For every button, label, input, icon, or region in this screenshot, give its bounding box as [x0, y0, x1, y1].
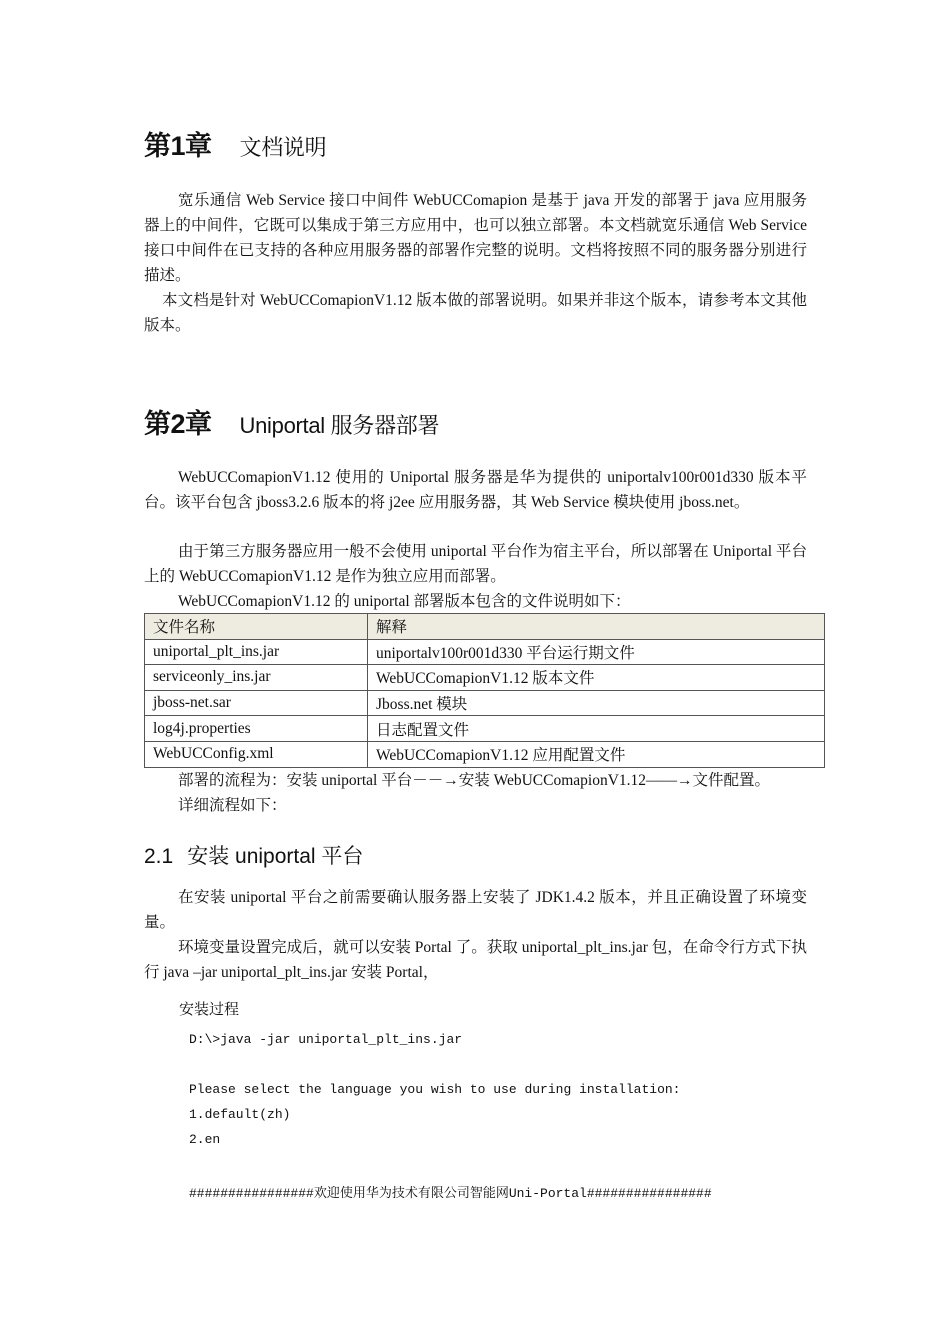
code-line: 2.en [189, 1132, 221, 1147]
table-cell-description: Jboss.net 模块 [368, 690, 825, 716]
table-header-description: 解释 [368, 614, 825, 640]
code-line: D:\>java -jar uniportal_plt_ins.jar [189, 1032, 463, 1047]
deploy-flow-line: 部署的流程为：安装 uniportal 平台－－→安装 WebUCComapionV1.12——→文件配置。 [178, 772, 771, 789]
chapter-2-paragraph-1: WebUCComapionV1.12 使用的 Uniportal 服务器是华为提供的 uniportalv100r001d330 版本平台。该平台包含 jboss3.2.6 版本的将 j2ee 应用服务器，其 Web Service 模块使用 jboss.net。 [144, 469, 807, 511]
table-header-row [145, 614, 825, 640]
code-block-label: 安装过程 [179, 1001, 240, 1018]
section-2-1-paragraph-2: 环境变量设置完成后，就可以安装 Portal 了。获取 uniportal_plt_ins.jar 包，在命令行方式下执行 java –jar uniportal_plt_ins.jar 安装 Portal， [144, 939, 807, 981]
chapter-1-number: 第1章 [144, 131, 212, 161]
table-cell-description: WebUCComapionV1.12 应用配置文件 [368, 741, 825, 767]
code-line: Please select the language you wish to use during installation: [189, 1082, 681, 1097]
table-row [145, 665, 825, 691]
table-cell-filename: log4j.properties [145, 716, 368, 742]
chapter-2-heading [144, 402, 439, 441]
table-cell-filename: uniportal_plt_ins.jar [145, 639, 368, 665]
table-header-filename: 文件名称 [145, 614, 368, 640]
chapter-2-number: 第2章 [144, 409, 212, 439]
chapter-1-paragraph-2: 本文档是针对 WebUCComapionV1.12 版本做的部署说明。如果并非这个版本，请参考本文其他版本。 [144, 292, 807, 334]
table-cell-description: WebUCComapionV1.12 版本文件 [368, 665, 825, 691]
table-cell-description: uniportalv100r001d330 平台运行期文件 [368, 639, 825, 665]
table-row [145, 716, 825, 742]
table-cell-filename: WebUCConfig.xml [145, 741, 368, 767]
chapter-1-title: 文档说明 [239, 135, 327, 160]
table-row [145, 741, 825, 767]
chapter-2-paragraph-2: 由于第三方服务器应用一般不会使用 uniportal 平台作为宿主平台，所以部署在 Uniportal 平台上的 WebUCComapionV1.12 是作为独立应用而部署。 [144, 543, 807, 585]
section-2-1-number: 2.1 [144, 845, 174, 868]
section-2-1-heading [144, 840, 363, 870]
chapter-2-title: Uniportal 服务器部署 [239, 413, 440, 438]
code-line: 1.default(zh) [189, 1107, 291, 1122]
table-cell-filename: serviceonly_ins.jar [145, 665, 368, 691]
table-cell-description: 日志配置文件 [368, 716, 825, 742]
chapter-1-paragraph-1: 宽乐通信 Web Service 接口中间件 WebUCComapion 是基于 java 开发的部署于 java 应用服务器上的中间件，它既可以集成于第三方应用中，也可以独立部署。本文档就宽乐通信 Web Service 接口中间件在已支持的各种应用服务器的部署作完整的说明。文档将按照不同的服务器分别进行描述。 [144, 192, 807, 284]
file-table [144, 613, 825, 768]
table-row [145, 690, 825, 716]
detail-flow-line: 详细流程如下： [178, 797, 287, 814]
section-2-1-title: 安装 uniportal 平台 [187, 845, 364, 868]
chapter-1-heading [144, 124, 326, 163]
chapter-2-paragraph-3: WebUCComapionV1.12 的 uniportal 部署版本包含的文件说明如下： [178, 593, 631, 610]
table-row [145, 639, 825, 665]
table-cell-filename: jboss-net.sar [145, 690, 368, 716]
code-line: ################欢迎使用华为技术有限公司智能网Uni-Portal################ [189, 1186, 712, 1201]
section-2-1-paragraph-1: 在安装 uniportal 平台之前需要确认服务器上安装了 JDK1.4.2 版本，并且正确设置了环境变量。 [144, 889, 807, 931]
